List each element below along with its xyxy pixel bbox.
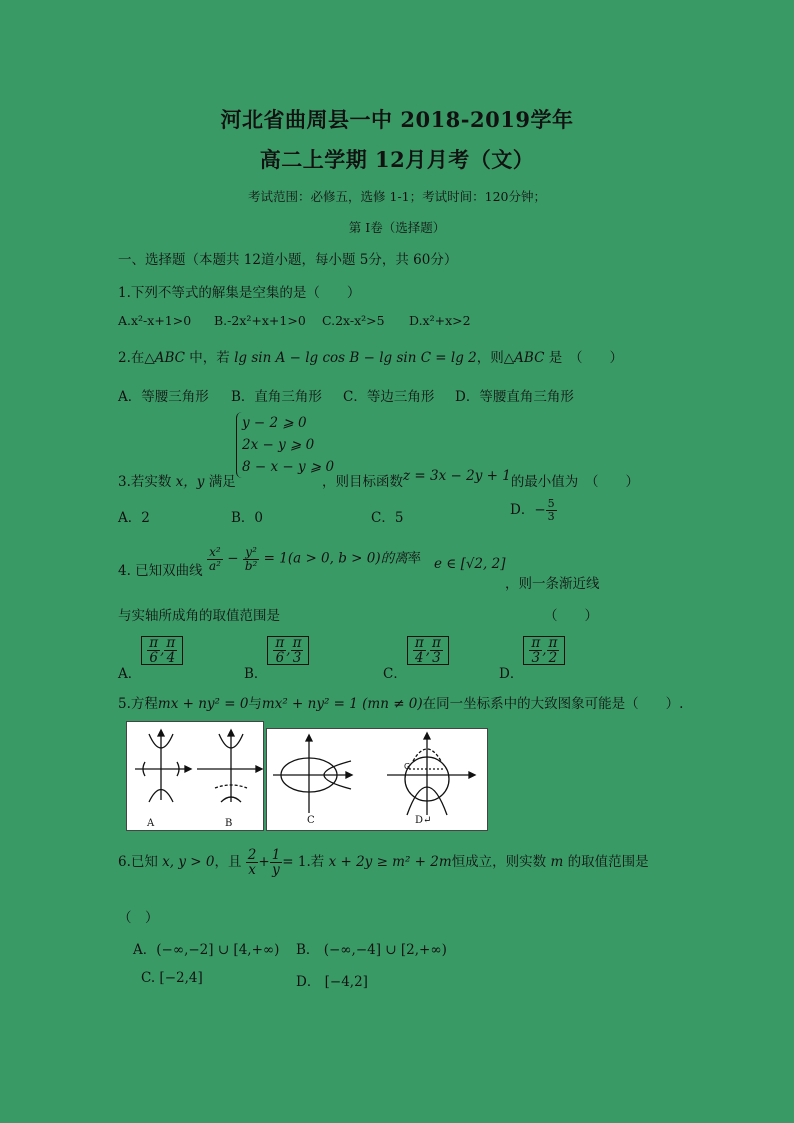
q6-frac-1 — [246, 848, 259, 877]
q5-stem-b: 与 — [248, 696, 262, 712]
q6-suffix: 恒成立，则实数 — [451, 854, 551, 871]
q4-option-b-interval: $\frac{\pi}{6}$ , $\frac{\pi}{3}$ — [267, 636, 309, 665]
q4-d-f2-den: 2 — [548, 650, 558, 667]
q6-ineq: x + 2y ≥ m² + 2m — [328, 854, 452, 871]
q2-option-b: B．直角三角形 — [231, 389, 322, 405]
q6-m: m — [550, 854, 564, 871]
q6-frac-2-den: y — [272, 862, 280, 879]
q4-d-f1-den: 3 — [531, 650, 541, 667]
q5-stem-c: 在同一坐标系中的大致图象可能是（ ）. — [422, 696, 684, 712]
q4-b-f2 — [291, 636, 304, 665]
q3-constraint-system — [236, 412, 334, 478]
q4-frac-y-den: b² — [244, 558, 258, 573]
q4-option-d — [499, 635, 565, 683]
graph-b — [197, 730, 262, 802]
graph-d-label: D↵ — [415, 815, 432, 826]
q2-formula: lg sin A − lg cos B − lg sin C = lg 2 — [234, 350, 477, 366]
q5-stem — [118, 692, 683, 712]
q3-constraint-3: 8 − x − y ⩾ 0 — [242, 459, 335, 475]
q4-frac-x — [207, 546, 223, 572]
graph-d-x-arrow — [469, 772, 475, 778]
q4-tail: ，则一条渐近线 — [505, 576, 600, 592]
q5-figure-cd-svg — [267, 729, 487, 830]
title-line-1: 河北省曲周县一中 2018-2019学年 — [220, 107, 574, 132]
graph-c-x-arrow — [346, 772, 352, 778]
q3-option-d-num: 5 — [547, 497, 555, 511]
q4-eq-rest: = 1(a > 0, b > 0)的离 — [263, 550, 408, 567]
graph-a — [135, 730, 191, 802]
q3-option-d — [510, 498, 557, 523]
q4-option-c-label: C． — [383, 666, 407, 683]
graph-a-x-arrow — [185, 766, 191, 772]
graph-b-x-arrow — [256, 766, 262, 772]
volume-label: 第 I卷（选择题） — [348, 220, 446, 235]
q2-mid1: 中，若 — [185, 350, 235, 366]
q6-mid: ，且 — [214, 854, 242, 871]
q4-a-f2-den: 4 — [166, 650, 176, 667]
q5-figure-cd — [266, 728, 488, 831]
graph-b-label: B — [225, 818, 233, 829]
q4-c-f2 — [430, 636, 443, 665]
q1-option-b: B.-2x²+x+1>0 — [214, 313, 306, 328]
q4-ecc: e ∈ [√2, 2] — [434, 556, 506, 572]
q4-d-f1 — [529, 636, 542, 665]
q2-abc-2: ABC — [514, 350, 545, 366]
q3-mid: 满足 — [204, 474, 236, 490]
graph-a-label: A — [147, 818, 155, 829]
q2-option-a: A．等腰三角形 — [118, 389, 209, 405]
q4-prefix: 4. 已知双曲线 — [118, 562, 203, 579]
q4-frac-x-den: a² — [208, 558, 221, 573]
q4-option-d-interval: $\frac{\pi}{3}$ , $\frac{\pi}{2}$ — [523, 636, 565, 665]
q4-frac-y — [243, 546, 260, 572]
q4-c-f1-den: 4 — [414, 650, 424, 667]
section-heading: 一、选择题（本题共 12道小题，每小题 5分，共 60分） — [118, 252, 458, 268]
q4-b-f1-num: π — [275, 635, 285, 651]
q4-a-f1 — [147, 636, 160, 665]
graph-d-y-arrow — [424, 733, 430, 739]
graph-c-y-arrow — [306, 735, 312, 741]
q3-suffix: 的最小值为 （ ） — [510, 474, 640, 490]
q4-option-c — [383, 635, 449, 683]
q4-c-f1-num: π — [414, 635, 424, 651]
q2-mid2: ，则△ — [476, 350, 515, 366]
q3-option-d-den: 3 — [547, 510, 555, 523]
q3-prefix: 3.若实数 — [118, 474, 176, 490]
graph-d — [387, 733, 475, 815]
q5-eq2: mx² + ny² = 1 (mn ≠ 0) — [261, 696, 423, 712]
q6-frac-1-num: 2 — [247, 847, 257, 863]
q4-d-f2-num: π — [548, 635, 558, 651]
q4-d-f2 — [547, 636, 560, 665]
q3-objective: z = 3x − 2y + 1 — [403, 468, 511, 484]
title-line-2: 高二上学期 12月月考（文） — [259, 147, 535, 172]
q4-a-f2-num: π — [166, 635, 176, 651]
q4-option-a-interval: $\frac{\pi}{6}$ , $\frac{\pi}{4}$ — [141, 636, 183, 665]
q6-option-a: A．(−∞,−2] ∪ [4,+∞) — [133, 942, 280, 958]
q4-b-f2-den: 3 — [292, 650, 302, 667]
q6-eq: = 1.若 — [282, 854, 329, 871]
q6-paren: （ ） — [118, 910, 159, 926]
q6-option-d: D． [−4,2] — [296, 974, 368, 990]
graph-a-y-arrow — [158, 730, 164, 736]
q4-frac-y-num: y² — [243, 546, 260, 560]
q4-c-f2-num: π — [432, 635, 441, 651]
q2-abc-1: ABC — [154, 350, 186, 366]
q4-b-f1-den: 6 — [275, 650, 285, 667]
q5-stem-a: 5.方程 — [118, 696, 158, 712]
q3-mid2: ，则目标函数 — [322, 474, 403, 490]
q6-vars: x, y > 0 — [162, 854, 215, 871]
q4-minus: − — [227, 550, 239, 567]
graph-b-y-arrow — [228, 730, 234, 736]
q4-line-1 — [118, 545, 422, 579]
q4-frac-x-num: x² — [207, 546, 223, 560]
q1-option-a: A.x²-x+1>0 — [118, 313, 192, 328]
q4-option-c-interval: $\frac{\pi}{4}$ , $\frac{\pi}{3}$ — [407, 636, 449, 665]
q6-frac-2-num: 1 — [271, 847, 281, 863]
q3-option-a: A．2 — [118, 510, 150, 526]
q3-option-d-fraction — [546, 498, 557, 522]
q4-b-f1 — [273, 636, 286, 665]
q3-constraint-1: y − 2 ⩾ 0 — [242, 415, 307, 431]
graph-d-marker: G — [404, 762, 411, 771]
exam-info: 考试范围：必修五，选修 1-1；考试时间：120分钟； — [248, 189, 546, 204]
q4-a-f1-den: 6 — [149, 650, 158, 667]
q2-stem — [118, 346, 623, 366]
q4-b-f2-num: π — [292, 635, 302, 651]
q3-option-c: C．5 — [371, 510, 404, 526]
q1-option-c: C.2x-x²>5 — [322, 313, 385, 328]
q4-d-f1-num: π — [531, 635, 541, 651]
q4-c-f2-den: 3 — [432, 650, 441, 667]
q5-figure-ab-svg — [127, 722, 263, 830]
q3-option-b: B．0 — [231, 510, 264, 526]
q3-option-d-label: D．− — [510, 502, 546, 518]
q3-suffix-line — [322, 470, 639, 490]
q4-option-b-label: B． — [244, 666, 268, 683]
q1-option-d: D.x²+x>2 — [409, 313, 471, 328]
q2-suffix: 是 （ ） — [544, 350, 623, 366]
graph-c-label: C — [307, 815, 315, 826]
q5-figure-ab — [126, 721, 264, 831]
q4-ecc-label: 率 — [407, 550, 422, 567]
q3-prefix-line — [118, 470, 236, 490]
q6-option-b: B． (−∞,−4] ∪ [2,+∞) — [296, 942, 447, 958]
q5-eq1: mx + ny² = 0 — [157, 696, 249, 712]
q4-option-d-label: D． — [499, 666, 524, 683]
q2-prefix: 2.在△ — [118, 350, 155, 366]
q6-stem: 6.已知 x, y > 0，且 $\frac{2}{x}$ + $\frac{1}{y}$ = 1.若 x + 2y ≥ m² + 2m恒成立，则实数 m 的取值范围是 — [118, 847, 649, 879]
q4-option-b — [244, 635, 309, 683]
q2-option-c: C．等边三角形 — [343, 389, 435, 405]
q1-stem: 1.下列不等式的解集是空集的是（ ） — [118, 285, 361, 301]
q2-option-d: D．等腰直角三角形 — [455, 389, 574, 405]
q4-c-f1 — [413, 636, 426, 665]
q6-frac-1-den: x — [248, 862, 256, 879]
q4-a-f2 — [164, 636, 177, 665]
q6-suffix2: 的取值范围是 — [563, 854, 649, 871]
q6-frac-2 — [270, 848, 283, 877]
q4-line-2: 与实轴所成角的取值范围是 — [118, 608, 280, 624]
q3-constraint-2: 2x − y ⩾ 0 — [242, 437, 315, 453]
q6-prefix: 6.已知 — [118, 854, 163, 871]
q6-option-c: C. [−2,4] — [141, 970, 203, 986]
q4-paren: （ ） — [544, 608, 598, 624]
q4-a-f1-num: π — [149, 635, 159, 651]
q3-vars: x，y — [175, 474, 205, 490]
graph-c — [273, 735, 352, 813]
q4-option-a — [118, 635, 183, 683]
q4-option-a-label: A． — [118, 666, 142, 683]
